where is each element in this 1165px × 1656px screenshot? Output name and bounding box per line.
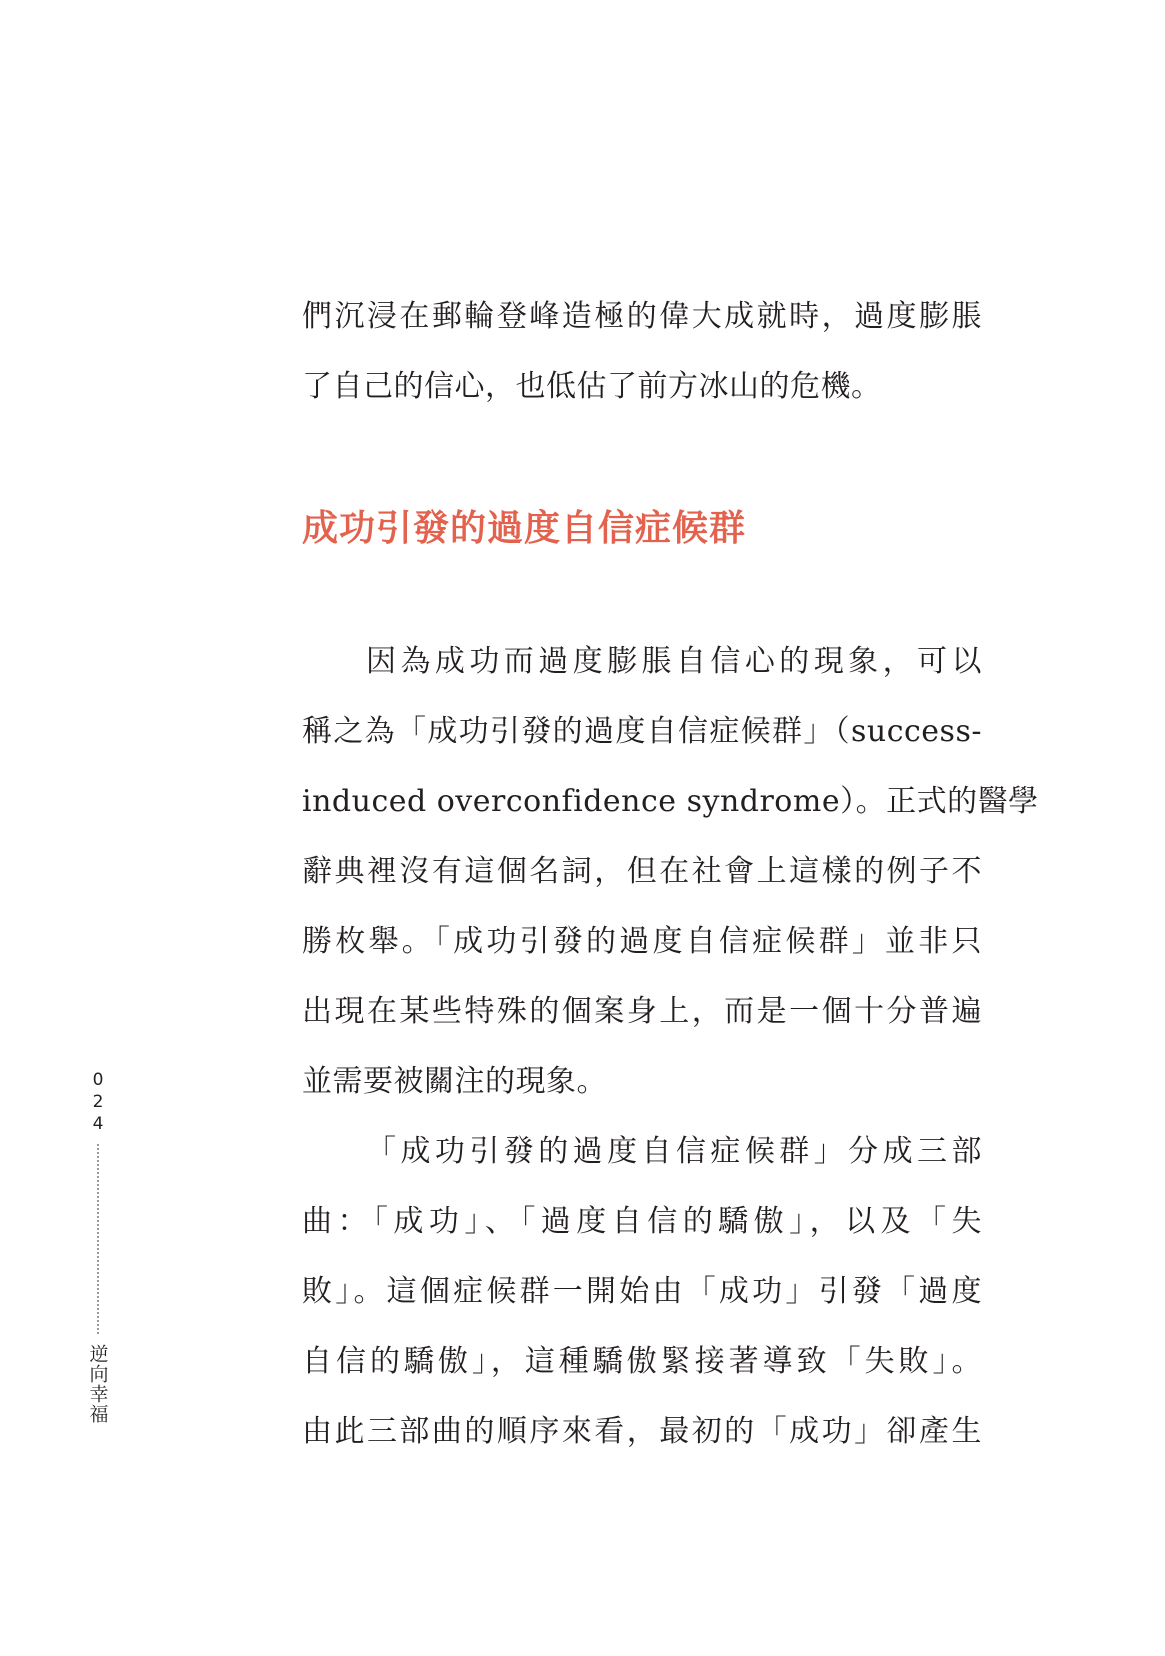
text-line: 稱之為「成功引發的過度自信症候群」（success- bbox=[302, 714, 982, 749]
text-line: 由此三部曲的順序來看，最初的「成功」卻產生 bbox=[302, 1414, 982, 1449]
text-line: 「成功引發的過度自信症候群」分成三部 bbox=[366, 1134, 982, 1169]
text-line: 並需要被關注的現象。 bbox=[302, 1064, 607, 1099]
paragraph-1 bbox=[302, 627, 1039, 1117]
text-line: 勝枚舉。「成功引發的過度自信症候群」並非只 bbox=[302, 924, 982, 959]
body-text bbox=[302, 627, 1039, 1467]
text-line: induced overconfidence syndrome）。正式的醫學 bbox=[302, 784, 1039, 819]
section-heading: 成功引發的過度自信症候群 bbox=[302, 507, 747, 549]
text-line: 自信的驕傲」，這種驕傲緊接著導致「失敗」。 bbox=[302, 1344, 982, 1379]
text-line: 辭典裡沒有這個名詞，但在社會上這樣的例子不 bbox=[302, 854, 982, 889]
text-line: 出現在某些特殊的個案身上，而是一個十分普遍 bbox=[302, 994, 982, 1029]
text-line: 們沉浸在郵輪登峰造極的偉大成就時，過度膨脹 bbox=[302, 299, 982, 334]
paragraph-2 bbox=[302, 1117, 982, 1467]
intro-paragraph bbox=[302, 282, 982, 422]
text-line: 曲：「成功」、「過度自信的驕傲」，以及「失 bbox=[302, 1204, 982, 1239]
text-line: 敗」。這個症候群一開始由「成功」引發「過度 bbox=[302, 1274, 982, 1309]
side-folio bbox=[86, 1070, 110, 1424]
text-line: 了自己的信心，也低估了前方冰山的危機。 bbox=[302, 369, 882, 404]
page-number: 024 bbox=[88, 1070, 108, 1136]
text-line: 因為成功而過度膨脹自信心的現象，可以 bbox=[366, 644, 982, 679]
dotted-divider bbox=[97, 1144, 99, 1334]
running-book-title: 逆向幸福 bbox=[86, 1344, 109, 1424]
